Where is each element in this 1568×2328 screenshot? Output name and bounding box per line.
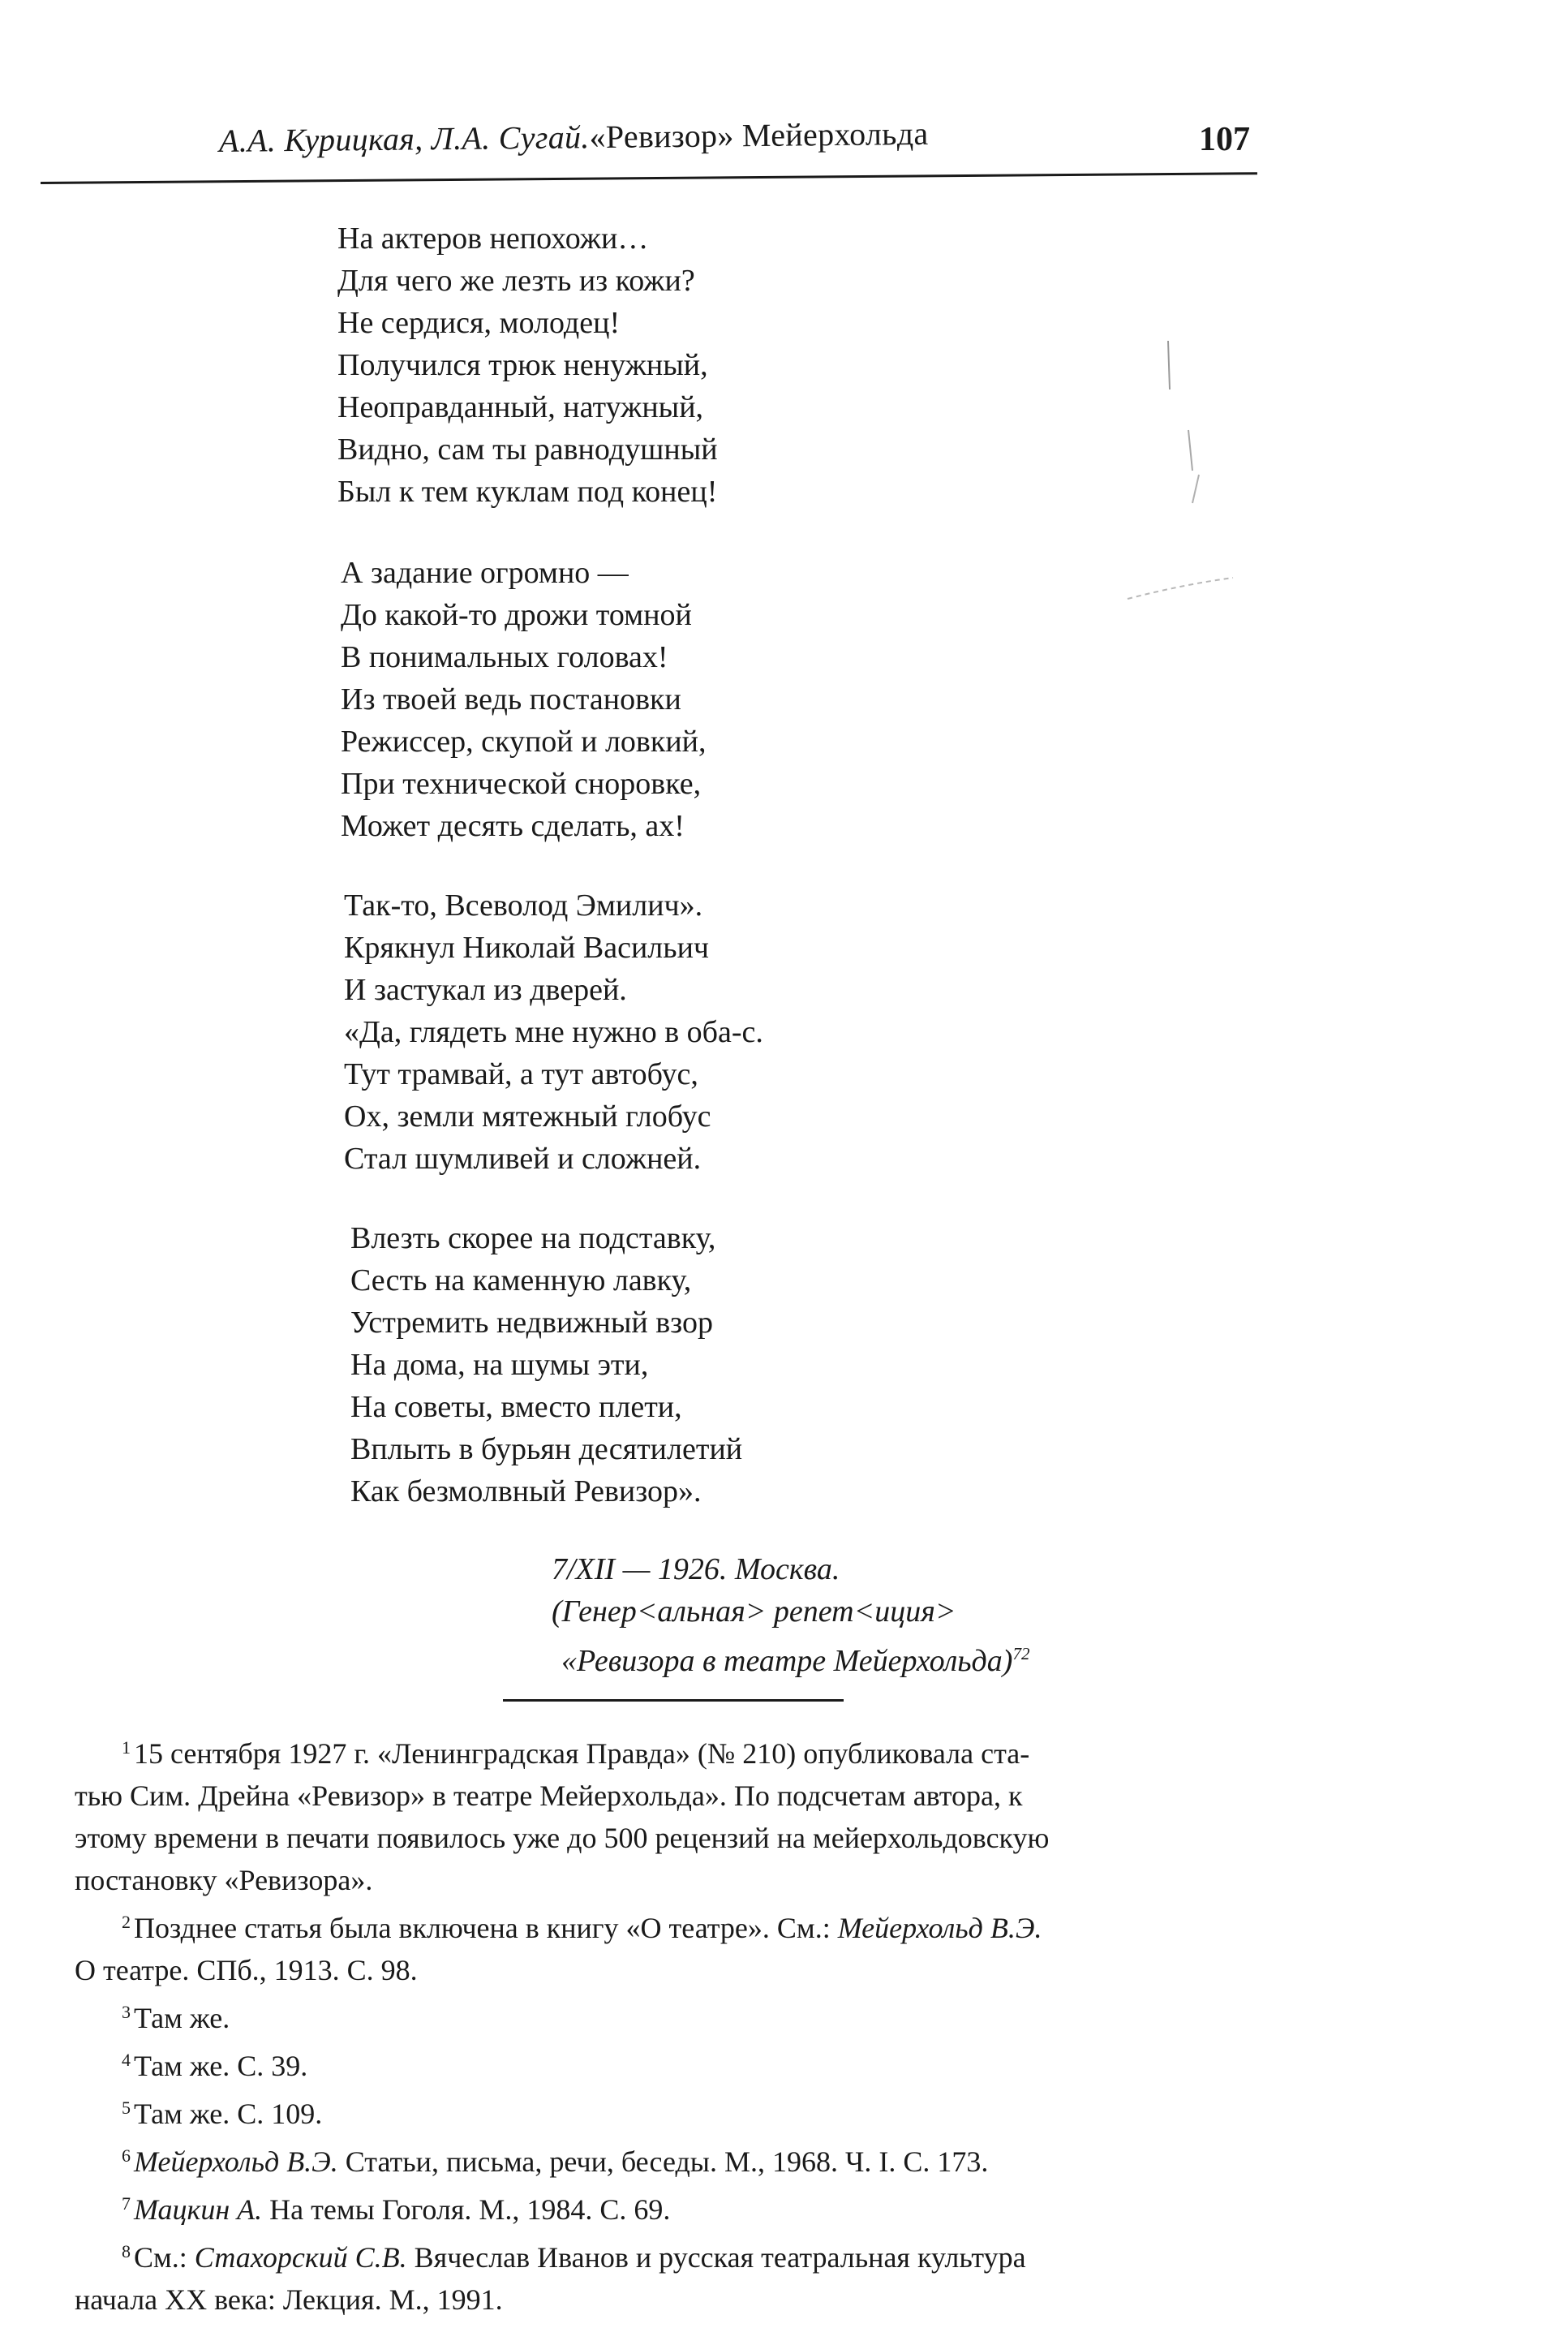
poem-line: Получился трюк ненужный, xyxy=(337,348,708,382)
footnote-2 xyxy=(75,1901,1291,1991)
header-title: «Ревизор» Мейерхольда xyxy=(589,114,929,156)
poem-line: А задание огромно — xyxy=(341,556,629,590)
footnote-line: этому времени в печати появилось уже до 500 рецензий на мейерхольдовскую xyxy=(75,1822,1050,1854)
signature-line-3 xyxy=(552,1633,1029,1682)
poem-line: Устремить недвижный взор xyxy=(350,1306,713,1340)
footnote-5 xyxy=(75,2087,1291,2135)
poem-line: При технической сноровке, xyxy=(341,767,702,801)
footnote-text: См.: xyxy=(134,2241,195,2274)
poem-line: Из твоей ведь постановки xyxy=(341,682,681,716)
poem-line: Ох, земли мятежный глобус xyxy=(344,1099,711,1134)
header-rule xyxy=(41,172,1257,184)
signature-date-place: 7/XII — 1926. Москва. xyxy=(552,1552,840,1586)
footnote-line: О театре. СПб., 1913. С. 98. xyxy=(75,1954,418,1986)
poem-signature xyxy=(552,1548,1029,1682)
poem-line: Крякнул Николай Васильич xyxy=(344,931,710,965)
footnote-3 xyxy=(75,1991,1291,2039)
footnote-1 xyxy=(75,1727,1291,1901)
poem-line: Как безмолвный Ревизор». xyxy=(350,1474,702,1508)
footnote-author: Мейерхольд В.Э. xyxy=(837,1912,1042,1944)
footnote-author: Мейерхольд В.Э. xyxy=(134,2145,338,2178)
poem-line: Для чего же лезть из кожи? xyxy=(337,264,695,298)
footnote-4 xyxy=(75,2039,1291,2087)
poem-line: До какой-то дрожи томной xyxy=(341,598,692,632)
footnote-line: тью Сим. Дрейна «Ревизор» в театре Мейерхольда». По подсчетам автора, к xyxy=(75,1779,1023,1812)
page-number: 107 xyxy=(1199,121,1250,158)
poem-line: Неоправданный, натужный, xyxy=(337,390,704,424)
poem-line: Так-то, Всеволод Эмилич». xyxy=(344,889,703,923)
footnote-6 xyxy=(75,2135,1291,2183)
footnote-7 xyxy=(75,2183,1291,2231)
footnote-mark: 2 xyxy=(122,1912,131,1932)
poem-stanza-2 xyxy=(341,552,707,847)
poem-line: Режиссер, скупой и ловкий, xyxy=(341,725,707,759)
poem-line: Может десять сделать, ах! xyxy=(341,809,685,843)
footnote-line xyxy=(75,2231,1291,2279)
footnote-text: Там же. С. 109. xyxy=(134,2098,323,2130)
footnote-line xyxy=(75,2039,1291,2087)
footnote-author: Мацкин А. xyxy=(134,2193,263,2226)
footnote-text: Там же. xyxy=(134,2002,230,2034)
running-head xyxy=(219,114,929,160)
poem-line: Не сердися, молодец! xyxy=(337,306,621,340)
poem-line: И застукал из дверей. xyxy=(344,973,627,1007)
poem-line: «Да, глядеть мне нужно в оба-с. xyxy=(344,1015,763,1049)
poem-line: В понимальных головах! xyxy=(341,640,668,674)
footnote-text: Там же. С. 39. xyxy=(134,2050,308,2082)
poem-line: На советы, вместо плети, xyxy=(350,1390,682,1424)
footnote-mark: 1 xyxy=(122,1737,131,1758)
poem-line: Вплыть в бурьян десятилетий xyxy=(350,1432,743,1466)
footnote-line xyxy=(75,2183,1291,2231)
poem-line: На дома, на шумы эти, xyxy=(350,1348,649,1382)
footnote-mark: 4 xyxy=(122,2050,131,2070)
poem-line: Видно, сам ты равнодушный xyxy=(337,432,718,467)
footnote-line xyxy=(75,2135,1291,2183)
footnote-text: 15 сентября 1927 г. «Ленинградская Правда» (№ 210) опубликовала ста- xyxy=(134,1737,1030,1770)
footnote-mark: 8 xyxy=(122,2241,131,2261)
footnote-separator xyxy=(503,1699,844,1702)
footnote-text: Статьи, письма, речи, беседы. М., 1968. Ч. I. С. 173. xyxy=(337,2145,989,2178)
footnote-line xyxy=(75,1901,1291,1949)
footnote-mark: 6 xyxy=(122,2145,131,2166)
poem-stanza-3 xyxy=(344,884,763,1180)
footnote-mark: 3 xyxy=(122,2002,131,2022)
footnote-line xyxy=(75,1991,1291,2039)
footnote-line: постановку «Ревизора». xyxy=(75,1864,373,1896)
pencil-marks xyxy=(1111,341,1274,649)
footnote-text: На темы Гоголя. М., 1984. С. 69. xyxy=(262,2193,671,2226)
footnote-8 xyxy=(75,2231,1291,2321)
poem-stanza-1 xyxy=(337,217,718,513)
footnote-line: начала XX века: Лекция. М., 1991. xyxy=(75,2283,503,2316)
footnote-text: Позднее статья была включена в книгу «О театре». См.: xyxy=(134,1912,838,1944)
footnote-mark: 5 xyxy=(122,2098,131,2118)
footnote-author: Стахорский С.В. xyxy=(194,2241,407,2274)
note-reference: 72 xyxy=(1012,1644,1030,1663)
header-authors: А.А. Курицкая, Л.А. Сугай. xyxy=(218,118,590,159)
poem-line: Был к тем куклам под конец! xyxy=(337,475,718,509)
poem-line: Влезть скорее на подставку, xyxy=(350,1221,716,1255)
footnotes xyxy=(75,1727,1291,2321)
poem-line: Сесть на каменную лавку, xyxy=(350,1263,692,1297)
signature-line-2: (Генер<альная> репет<иция> xyxy=(552,1594,956,1629)
footnote-line xyxy=(75,1727,1291,1775)
poem-line: Тут трамвай, а тут автобус, xyxy=(344,1057,698,1091)
poem-line: Стал шумливей и сложней. xyxy=(344,1142,702,1176)
poem-stanza-4 xyxy=(350,1217,742,1513)
signature-line-3-text: «Ревизора в театре Мейерхольда) xyxy=(561,1644,1013,1678)
footnote-mark: 7 xyxy=(122,2193,131,2214)
footnote-line xyxy=(75,2087,1291,2135)
poem-line: На актеров непохожи… xyxy=(337,222,649,256)
footnote-text: Вячеслав Иванов и русская театральная культура xyxy=(406,2241,1026,2274)
